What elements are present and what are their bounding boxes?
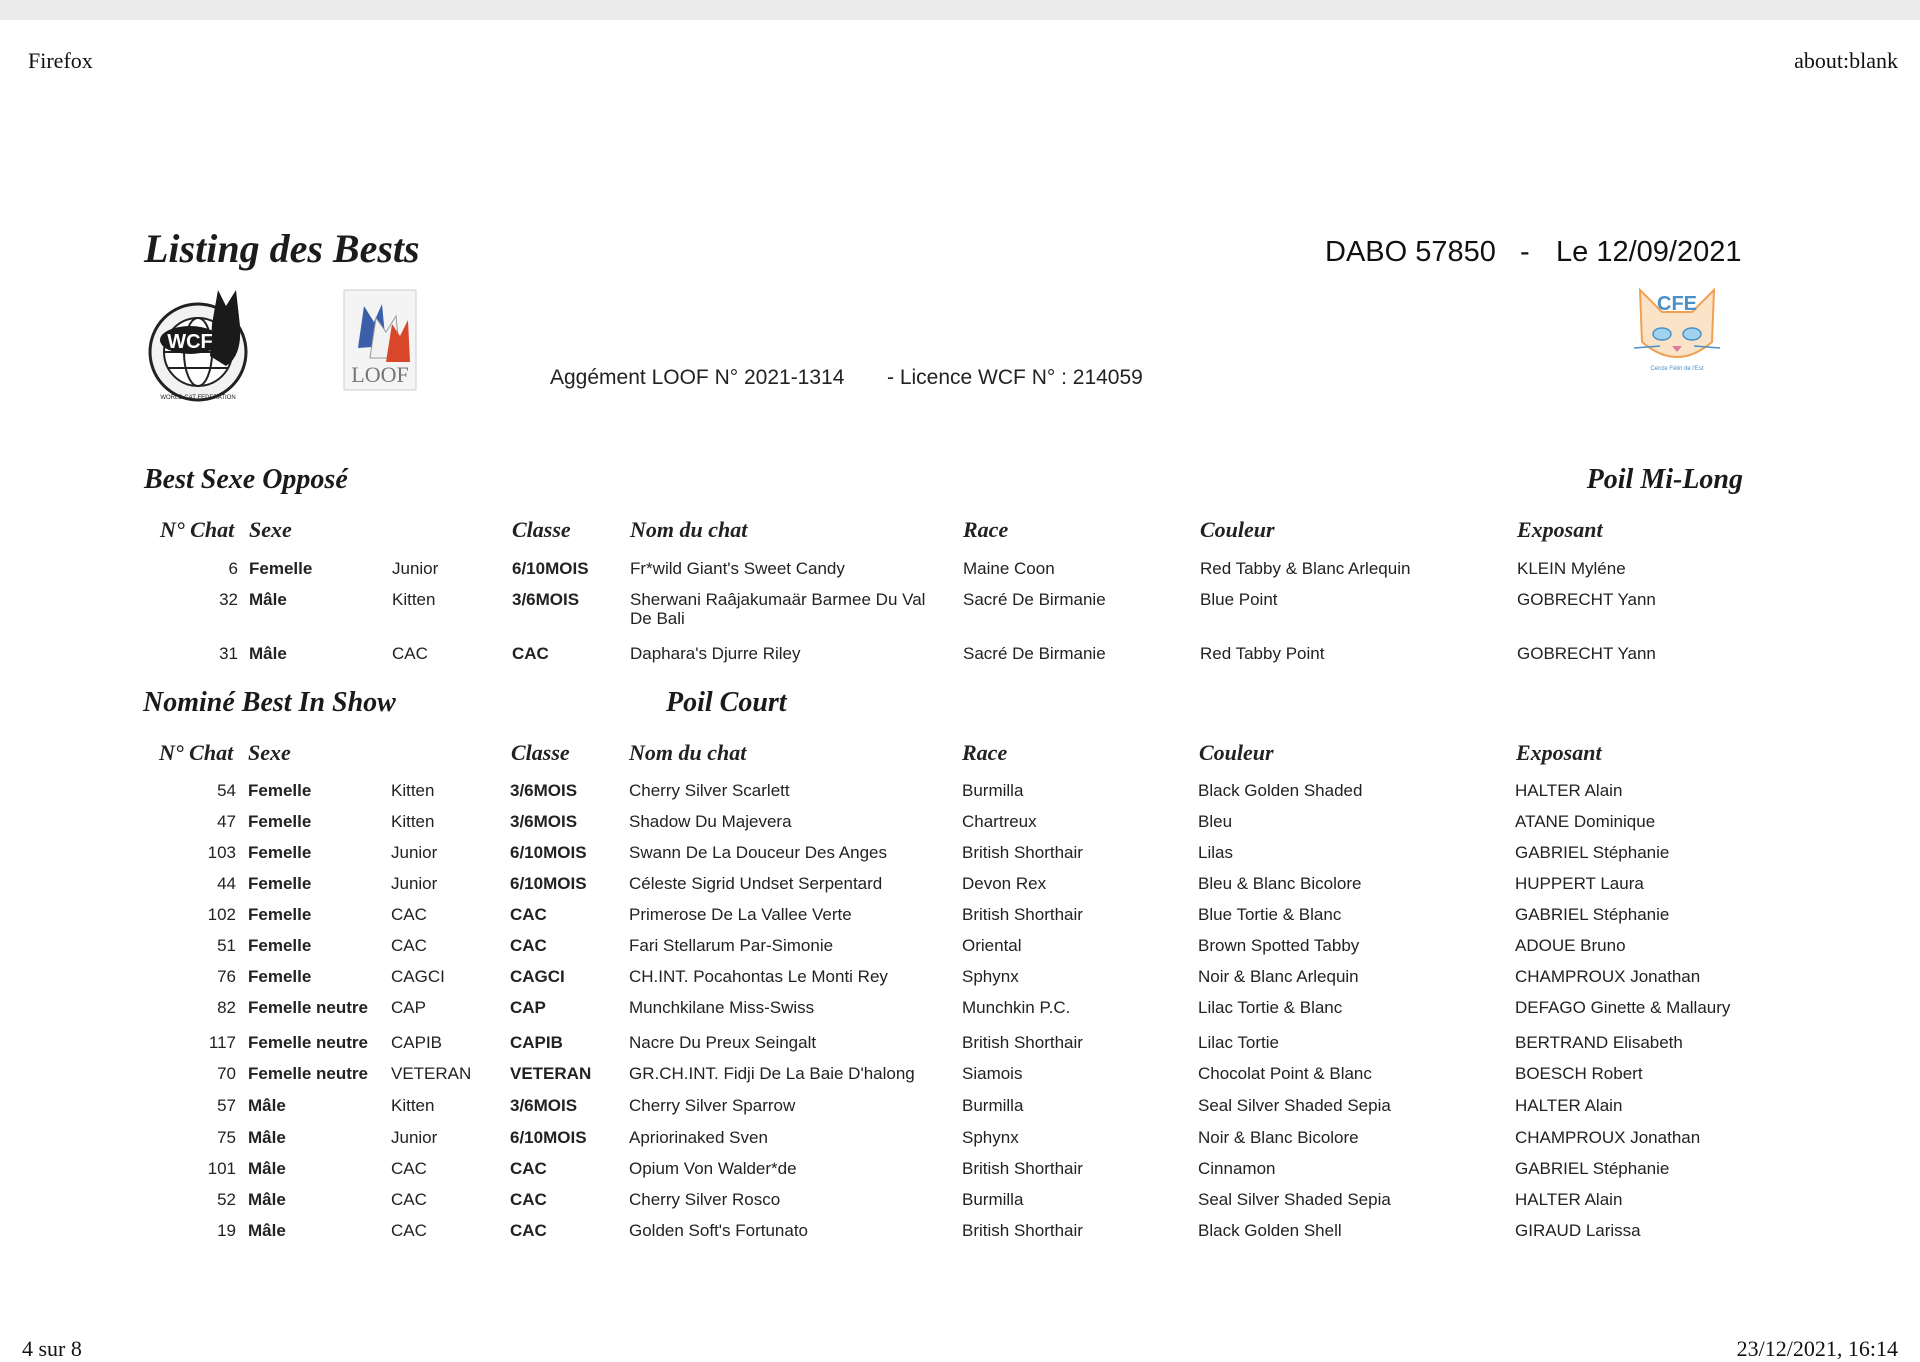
section-poil-mi-long-title: Poil Mi-Long [1586, 464, 1743, 495]
cat-sex: Mâle [248, 1159, 286, 1178]
cat-class: 6/10MOIS [512, 559, 589, 578]
cat-sex: Femelle [248, 905, 312, 924]
cat-breed: Sacré De Birmanie [963, 644, 1106, 663]
cat-exhibitor: CHAMPROUX Jonathan [1515, 1128, 1701, 1147]
cat-color: Bleu [1198, 812, 1233, 831]
cat-category: VETERAN [391, 1064, 472, 1083]
cat-color: Chocolat Point & Blanc [1198, 1064, 1372, 1083]
cat-number: 52 [217, 1190, 236, 1209]
cat-breed: Siamois [962, 1064, 1023, 1083]
col-sexe-header: Sexe [248, 740, 291, 765]
cat-class: 3/6MOIS [510, 781, 578, 800]
cat-name: Fari Stellarum Par-Simonie [629, 936, 834, 955]
cat-sex: Femelle [248, 843, 312, 862]
col-couleur-header: Couleur [1200, 517, 1275, 542]
cat-exhibitor: GABRIEL Stéphanie [1515, 843, 1670, 862]
svg-text:WORLD CAT FEDERATION: WORLD CAT FEDERATION [160, 395, 236, 401]
cat-number: 102 [207, 905, 236, 924]
agrement-loof: Aggément LOOF N° 2021-1314 [550, 366, 845, 389]
event-date: Le 12/09/2021 [1556, 236, 1742, 268]
svg-text:CFE: CFE [1657, 293, 1697, 315]
cat-exhibitor: HALTER Alain [1515, 781, 1623, 800]
cat-color: Blue Tortie & Blanc [1198, 905, 1342, 924]
cat-color: Brown Spotted Tabby [1198, 936, 1360, 955]
cat-exhibitor: DEFAGO Ginette & Mallaury [1515, 998, 1731, 1017]
cat-breed: Oriental [962, 936, 1022, 955]
top-strip [0, 0, 1920, 20]
cat-exhibitor: ADOUE Bruno [1515, 936, 1626, 955]
cat-exhibitor: KLEIN Myléne [1517, 559, 1626, 578]
col-classe-header: Classe [512, 517, 571, 542]
cat-number: 101 [207, 1159, 236, 1178]
col-race-header: Race [962, 740, 1008, 765]
cat-class: CAC [510, 1190, 547, 1209]
cat-number: 117 [208, 1033, 236, 1052]
cat-category: CAC [391, 1190, 427, 1209]
cat-class: 6/10MOIS [510, 874, 587, 893]
cat-exhibitor: GABRIEL Stéphanie [1515, 1159, 1670, 1178]
cat-name: Cherry Silver Sparrow [629, 1096, 796, 1115]
cat-exhibitor: GIRAUD Larissa [1515, 1221, 1641, 1240]
cat-name: Céleste Sigrid Undset Serpentard [629, 874, 883, 893]
cat-breed: Devon Rex [962, 874, 1047, 893]
col-race-header: Race [963, 517, 1009, 542]
cat-breed: Burmilla [962, 1190, 1024, 1209]
cat-exhibitor: BERTRAND Elisabeth [1515, 1033, 1683, 1052]
cat-category: CAC [392, 644, 428, 663]
cat-color: Bleu & Blanc Bicolore [1198, 874, 1362, 893]
event-location: DABO 57850 [1325, 236, 1496, 268]
cat-breed: Burmilla [962, 781, 1024, 800]
cat-class: CAGCI [510, 967, 565, 986]
cat-category: CAC [391, 1221, 427, 1240]
document-title: Listing des Bests [144, 226, 420, 271]
cat-number: 47 [217, 812, 236, 831]
cat-sex: Mâle [249, 644, 287, 663]
cat-name: Opium Von Walder*de [629, 1159, 797, 1178]
cat-number: 19 [217, 1221, 236, 1240]
loof-logo [342, 288, 418, 399]
cat-exhibitor: GOBRECHT Yann [1517, 644, 1656, 663]
cat-class: 6/10MOIS [510, 1128, 587, 1147]
cat-exhibitor: BOESCH Robert [1515, 1064, 1643, 1083]
cat-color: Cinnamon [1198, 1159, 1276, 1178]
cat-class: CAPIB [510, 1033, 563, 1052]
col-num-header: N° Chat [159, 740, 234, 765]
cat-name: Fr*wild Giant's Sweet Candy [630, 559, 845, 578]
col-couleur-header: Couleur [1199, 740, 1274, 765]
cat-exhibitor: HALTER Alain [1515, 1190, 1623, 1209]
cat-sex: Femelle [248, 874, 312, 893]
cat-exhibitor: HUPPERT Laura [1515, 874, 1644, 893]
cat-name: Swann De La Douceur Des Anges [629, 843, 887, 862]
cat-class: CAC [512, 644, 549, 663]
cat-number: 103 [207, 843, 236, 862]
cat-class: CAC [510, 936, 547, 955]
section-poil-court-title: Poil Court [666, 687, 787, 718]
col-classe-header: Classe [511, 740, 570, 765]
cat-category: CAPIB [391, 1033, 443, 1052]
cat-color: Black Golden Shaded [1198, 781, 1363, 800]
wcf-logo [146, 286, 258, 409]
cat-name: Daphara's Djurre Riley [630, 644, 801, 663]
cat-breed: Sphynx [962, 1128, 1019, 1147]
cat-number: 31 [219, 644, 238, 663]
cfe-logo [1630, 282, 1724, 381]
cat-category: Junior [392, 559, 439, 578]
cat-color: Lilac Tortie & Blanc [1198, 998, 1343, 1017]
col-exposant-header: Exposant [1517, 517, 1603, 542]
cat-sex: Femelle neutre [248, 1064, 368, 1083]
col-exposant-header: Exposant [1516, 740, 1602, 765]
cat-breed: British Shorthair [962, 1159, 1083, 1178]
cat-category: Kitten [391, 1096, 435, 1115]
cat-breed: Chartreux [962, 812, 1037, 831]
svg-text:LOOF: LOOF [351, 362, 409, 387]
cat-category: CAC [391, 936, 427, 955]
cat-sex: Mâle [248, 1190, 286, 1209]
page-count: 4 sur 8 [22, 1336, 82, 1361]
cat-color: Noir & Blanc Arlequin [1198, 967, 1359, 986]
cat-class: VETERAN [510, 1064, 592, 1083]
print-timestamp: 23/12/2021, 16:14 [1736, 1336, 1898, 1361]
cat-category: CAC [391, 1159, 427, 1178]
cat-color: Red Tabby Point [1200, 644, 1325, 663]
svg-text:WCF: WCF [167, 331, 213, 353]
cat-sex: Femelle [248, 967, 312, 986]
cat-name-continued: De Bali [630, 609, 685, 628]
cat-name: Sherwani Raâjakumaär Barmee Du Val [630, 590, 926, 609]
cat-sex: Mâle [249, 590, 287, 609]
cat-class: 3/6MOIS [512, 590, 580, 609]
cat-number: 54 [217, 781, 236, 800]
cat-number: 51 [217, 936, 236, 955]
cat-category: Kitten [392, 590, 436, 609]
cat-sex: Femelle neutre [248, 1033, 368, 1052]
section-best-sexe-oppose-title: Best Sexe Opposé [144, 464, 348, 495]
cat-category: Junior [391, 843, 438, 862]
cat-category: Junior [391, 1128, 438, 1147]
cat-sex: Femelle [248, 812, 312, 831]
browser-url: about:blank [1794, 48, 1898, 73]
col-sexe-header: Sexe [249, 517, 292, 542]
cat-color: Seal Silver Shaded Sepia [1198, 1190, 1391, 1209]
cat-name: Golden Soft's Fortunato [629, 1221, 809, 1240]
cat-class: CAC [510, 1221, 547, 1240]
cat-class: 3/6MOIS [510, 1096, 578, 1115]
cat-sex: Femelle [248, 936, 312, 955]
cat-breed: Munchkin P.C. [962, 998, 1071, 1017]
cat-number: 82 [217, 998, 236, 1017]
cat-sex: Femelle [248, 781, 312, 800]
cat-category: CAGCI [391, 967, 445, 986]
cat-sex: Mâle [248, 1128, 286, 1147]
cat-color: Black Golden Shell [1198, 1221, 1342, 1240]
cat-category: CAP [391, 998, 426, 1017]
cat-breed: Sacré De Birmanie [963, 590, 1106, 609]
cat-sex: Mâle [248, 1221, 286, 1240]
cat-breed: British Shorthair [962, 843, 1083, 862]
cat-name: Shadow Du Majevera [629, 812, 792, 831]
cat-name: Apriorinaked Sven [629, 1128, 768, 1147]
cat-category: Kitten [391, 812, 435, 831]
svg-text:Cercle Félin de l'Est: Cercle Félin de l'Est [1650, 366, 1704, 372]
cat-number: 76 [217, 967, 236, 986]
cat-number: 44 [217, 874, 236, 893]
cat-name: Cherry Silver Scarlett [629, 781, 790, 800]
event-dash: - [1520, 236, 1530, 268]
cat-exhibitor: HALTER Alain [1515, 1096, 1623, 1115]
cat-color: Seal Silver Shaded Sepia [1198, 1096, 1391, 1115]
cat-name: GR.CH.INT. Fidji De La Baie D'halong [629, 1064, 915, 1083]
cat-breed: British Shorthair [962, 905, 1083, 924]
cat-sex: Femelle neutre [248, 998, 368, 1017]
cat-number: 57 [217, 1096, 236, 1115]
cat-sex: Femelle [249, 559, 313, 578]
cat-exhibitor: CHAMPROUX Jonathan [1515, 967, 1701, 986]
col-nom-header: Nom du chat [629, 740, 747, 765]
cat-number: 70 [217, 1064, 236, 1083]
cat-color: Red Tabby & Blanc Arlequin [1200, 559, 1411, 578]
licence-wcf: - Licence WCF N° : 214059 [887, 366, 1143, 389]
cat-class: CAP [510, 998, 546, 1017]
cat-breed: Sphynx [962, 967, 1019, 986]
cat-name: Cherry Silver Rosco [629, 1190, 781, 1209]
col-num-header: N° Chat [160, 517, 235, 542]
cat-name: CH.INT. Pocahontas Le Monti Rey [629, 967, 888, 986]
section-nomine-best-in-show-title: Nominé Best In Show [143, 687, 396, 718]
cat-breed: Maine Coon [963, 559, 1055, 578]
cat-name: Primerose De La Vallee Verte [629, 905, 852, 924]
cat-number: 75 [217, 1128, 236, 1147]
browser-app-name: Firefox [28, 48, 93, 73]
cat-exhibitor: GABRIEL Stéphanie [1515, 905, 1670, 924]
cat-class: CAC [510, 1159, 547, 1178]
cat-breed: British Shorthair [962, 1033, 1083, 1052]
cat-exhibitor: GOBRECHT Yann [1517, 590, 1656, 609]
cat-class: CAC [510, 905, 547, 924]
cat-exhibitor: ATANE Dominique [1515, 812, 1656, 831]
cat-class: 6/10MOIS [510, 843, 587, 862]
cat-breed: Burmilla [962, 1096, 1024, 1115]
cat-color: Blue Point [1200, 590, 1278, 609]
cat-class: 3/6MOIS [510, 812, 578, 831]
cat-category: CAC [391, 905, 427, 924]
cat-sex: Mâle [248, 1096, 286, 1115]
cat-color: Noir & Blanc Bicolore [1198, 1128, 1359, 1147]
cat-category: Kitten [391, 781, 435, 800]
col-nom-header: Nom du chat [630, 517, 748, 542]
cat-name: Nacre Du Preux Seingalt [629, 1033, 817, 1052]
cat-number: 6 [228, 559, 238, 578]
cat-name: Munchkilane Miss-Swiss [629, 998, 815, 1017]
cat-number: 32 [219, 590, 238, 609]
cat-color: Lilac Tortie [1198, 1033, 1279, 1052]
cat-color: Lilas [1198, 843, 1233, 862]
cat-breed: British Shorthair [962, 1221, 1083, 1240]
cat-category: Junior [391, 874, 438, 893]
